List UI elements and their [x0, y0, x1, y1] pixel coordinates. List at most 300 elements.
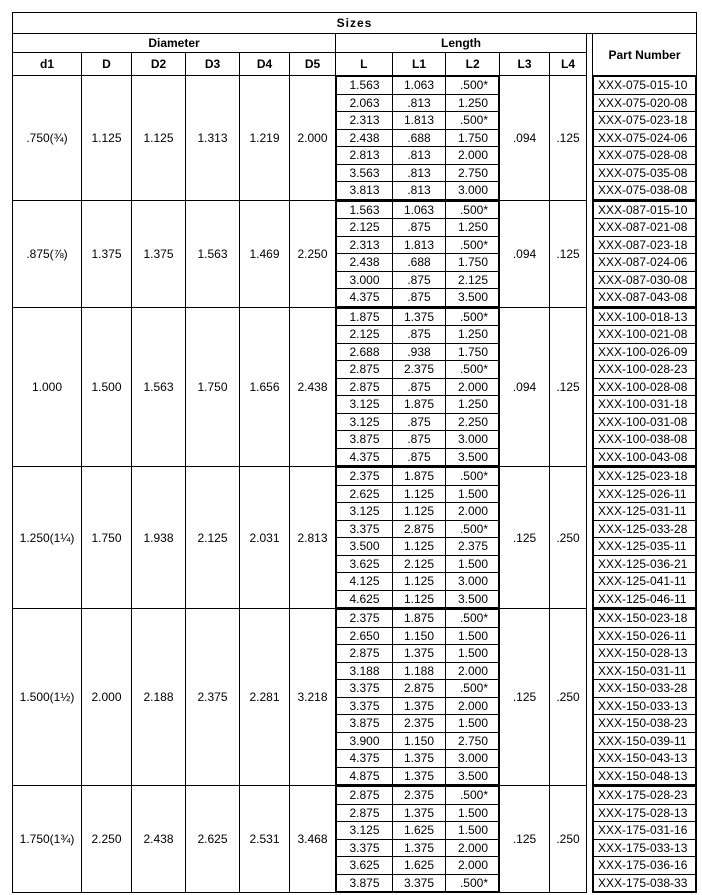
- L2-value: .500*: [446, 236, 499, 254]
- L1-value: .938: [393, 343, 446, 361]
- L1-value: 2.875: [393, 520, 446, 538]
- table-row: [594, 804, 696, 822]
- D5-cell: 2.000: [290, 76, 336, 201]
- D2-cell: 1.938: [132, 467, 186, 609]
- L1-value: .813: [393, 147, 446, 165]
- L2-value: 3.500: [446, 767, 499, 785]
- part-number: XXX-075-020-08: [594, 94, 696, 112]
- L1-value: .688: [393, 254, 446, 272]
- L2-value: 2.000: [446, 697, 499, 715]
- length-header: Length: [336, 34, 587, 53]
- L-value: 2.813: [337, 147, 393, 165]
- part-number-cell: [593, 786, 697, 893]
- L2-value: 3.500: [446, 289, 499, 307]
- L4-cell: .125: [550, 76, 587, 201]
- L-value: 4.625: [337, 590, 393, 608]
- table-row: [594, 77, 696, 95]
- part-number: XXX-150-028-13: [594, 645, 696, 663]
- L2-value: 1.750: [446, 343, 499, 361]
- table-row: [337, 573, 499, 591]
- L1-value: 1.063: [393, 201, 446, 219]
- col-D4: D4: [240, 53, 290, 76]
- L1-value: 2.375: [393, 361, 446, 379]
- part-number: XXX-087-043-08: [594, 289, 696, 307]
- table-row: [337, 750, 499, 768]
- table-row: [594, 590, 696, 608]
- L-value: 2.875: [337, 378, 393, 396]
- D3-cell: 2.375: [186, 609, 240, 786]
- table-row: [594, 732, 696, 750]
- D5-cell: 2.438: [290, 307, 336, 467]
- L1-value: 2.125: [393, 555, 446, 573]
- D5-cell: 2.813: [290, 467, 336, 609]
- size-group-row: [13, 467, 697, 609]
- part-number: XXX-100-028-23: [594, 361, 696, 379]
- L1-value: 1.875: [393, 468, 446, 486]
- D5-cell: 3.218: [290, 609, 336, 786]
- L-value: 2.875: [337, 361, 393, 379]
- L-value: 2.125: [337, 326, 393, 344]
- table-row: [337, 520, 499, 538]
- d1-cell: .875(⅞): [13, 200, 82, 307]
- part-number-table: [593, 76, 696, 200]
- D3-cell: 1.563: [186, 200, 240, 307]
- part-number-table: [593, 467, 696, 608]
- L-value: 2.313: [337, 112, 393, 130]
- part-number: XXX-100-018-13: [594, 308, 696, 326]
- L1-value: 2.375: [393, 715, 446, 733]
- L1-value: .688: [393, 129, 446, 147]
- D5-cell: 2.250: [290, 200, 336, 307]
- table-row: [594, 662, 696, 680]
- table-row: [594, 396, 696, 414]
- D3-cell: 1.750: [186, 307, 240, 467]
- L-value: 3.900: [337, 732, 393, 750]
- part-number: XXX-125-036-21: [594, 555, 696, 573]
- L2-value: .500*: [446, 77, 499, 95]
- L1-value: 1.375: [393, 839, 446, 857]
- L2-value: 1.250: [446, 326, 499, 344]
- L-value: 2.688: [337, 343, 393, 361]
- table-row: [337, 485, 499, 503]
- table-row: [337, 326, 499, 344]
- col-D3: D3: [186, 53, 240, 76]
- table-row: [337, 839, 499, 857]
- length-values-table: [336, 76, 499, 200]
- L-value: 2.125: [337, 219, 393, 237]
- table-row: [337, 182, 499, 200]
- table-row: [337, 147, 499, 165]
- L2-value: 1.500: [446, 822, 499, 840]
- L-value: 3.125: [337, 822, 393, 840]
- L3-cell: .094: [500, 200, 550, 307]
- size-group-row: [13, 786, 697, 893]
- table-row: [594, 201, 696, 219]
- L4-cell: .250: [550, 467, 587, 609]
- L1-value: 1.375: [393, 308, 446, 326]
- col-D: D: [82, 53, 132, 76]
- table-row: [594, 112, 696, 130]
- L-value: 2.650: [337, 627, 393, 645]
- D-cell: 2.000: [82, 609, 132, 786]
- col-L2: L2: [446, 53, 500, 76]
- part-number: XXX-100-028-08: [594, 378, 696, 396]
- part-number: XXX-100-043-08: [594, 448, 696, 466]
- D5-cell: 3.468: [290, 786, 336, 893]
- table-row: [337, 219, 499, 237]
- L4-cell: .125: [550, 307, 587, 467]
- part-number: XXX-150-031-11: [594, 662, 696, 680]
- table-row: [594, 448, 696, 466]
- table-row: [594, 573, 696, 591]
- L4-cell: .250: [550, 786, 587, 893]
- L-value: 4.375: [337, 289, 393, 307]
- L1-value: 1.625: [393, 822, 446, 840]
- L1-value: 1.875: [393, 610, 446, 628]
- D4-cell: 1.656: [240, 307, 290, 467]
- table-row: [337, 343, 499, 361]
- table-row: [337, 857, 499, 875]
- part-number-table: [593, 786, 696, 892]
- L-value: 3.125: [337, 413, 393, 431]
- length-values-table: [336, 786, 499, 892]
- L2-value: 1.500: [446, 645, 499, 663]
- L1-value: 1.875: [393, 396, 446, 414]
- L1-value: .875: [393, 431, 446, 449]
- table-row: [337, 201, 499, 219]
- L2-value: 2.000: [446, 857, 499, 875]
- L-value: 3.188: [337, 662, 393, 680]
- L1-value: 2.875: [393, 680, 446, 698]
- part-number-cell: [593, 200, 697, 307]
- table-row: [337, 129, 499, 147]
- table-row: [594, 182, 696, 200]
- length-values-table: [336, 308, 499, 467]
- L-value: 2.438: [337, 129, 393, 147]
- D2-cell: 2.188: [132, 609, 186, 786]
- D4-cell: 2.531: [240, 786, 290, 893]
- L1-value: .875: [393, 378, 446, 396]
- table-row: [594, 343, 696, 361]
- L1-value: 1.063: [393, 77, 446, 95]
- table-row: [594, 627, 696, 645]
- L-value: 4.375: [337, 448, 393, 466]
- table-row: [594, 555, 696, 573]
- L2-value: 1.500: [446, 555, 499, 573]
- part-number: XXX-075-024-06: [594, 129, 696, 147]
- part-number: XXX-150-033-13: [594, 697, 696, 715]
- part-number: XXX-175-028-13: [594, 804, 696, 822]
- part-number: XXX-100-038-08: [594, 431, 696, 449]
- L2-value: 2.125: [446, 271, 499, 289]
- table-row: [337, 413, 499, 431]
- table-row: [594, 361, 696, 379]
- d1-cell: 1.000: [13, 307, 82, 467]
- table-row: [337, 308, 499, 326]
- table-row: [594, 822, 696, 840]
- L1-value: .875: [393, 326, 446, 344]
- L-value: 2.375: [337, 610, 393, 628]
- L2-value: 1.250: [446, 396, 499, 414]
- length-values-cell: [336, 786, 500, 893]
- table-row: [337, 112, 499, 130]
- D2-cell: 2.438: [132, 786, 186, 893]
- L1-value: 1.150: [393, 732, 446, 750]
- L1-value: .875: [393, 271, 446, 289]
- D4-cell: 2.281: [240, 609, 290, 786]
- table-row: [337, 448, 499, 466]
- part-number: XXX-087-024-06: [594, 254, 696, 272]
- part-number-table: [593, 308, 696, 467]
- L-value: 3.125: [337, 396, 393, 414]
- L1-value: 1.125: [393, 485, 446, 503]
- L-value: 3.563: [337, 164, 393, 182]
- table-row: [594, 326, 696, 344]
- table-row: [594, 431, 696, 449]
- size-group-row: [13, 200, 697, 307]
- D3-cell: 1.313: [186, 76, 240, 201]
- table-row: [594, 308, 696, 326]
- table-row: [337, 874, 499, 892]
- part-number: XXX-125-033-28: [594, 520, 696, 538]
- table-row: [594, 750, 696, 768]
- table-row: [337, 538, 499, 556]
- part-number: XXX-100-021-08: [594, 326, 696, 344]
- L4-cell: .125: [550, 200, 587, 307]
- L1-value: .813: [393, 94, 446, 112]
- table-row: [594, 94, 696, 112]
- table-row: [594, 413, 696, 431]
- length-values-cell: [336, 467, 500, 609]
- sizes-table: [12, 12, 697, 893]
- size-group-row: [13, 307, 697, 467]
- length-values-cell: [336, 609, 500, 786]
- table-row: [594, 236, 696, 254]
- L1-value: 1.125: [393, 503, 446, 521]
- table-row: [594, 680, 696, 698]
- L2-value: 3.500: [446, 448, 499, 466]
- L1-value: 1.375: [393, 804, 446, 822]
- part-number: XXX-075-038-08: [594, 182, 696, 200]
- part-number-table: [593, 609, 696, 785]
- L-value: 3.375: [337, 839, 393, 857]
- table-row: [337, 767, 499, 785]
- table-row: [594, 839, 696, 857]
- L-value: 1.563: [337, 77, 393, 95]
- L1-value: .875: [393, 289, 446, 307]
- part-number: XXX-125-041-11: [594, 573, 696, 591]
- table-row: [594, 787, 696, 805]
- table-row: [337, 822, 499, 840]
- L-value: 3.875: [337, 715, 393, 733]
- D4-cell: 2.031: [240, 467, 290, 609]
- L2-value: 2.000: [446, 378, 499, 396]
- L2-value: 1.500: [446, 485, 499, 503]
- L-value: 2.375: [337, 468, 393, 486]
- L-value: 3.000: [337, 271, 393, 289]
- size-group-row: [13, 76, 697, 201]
- L-value: 3.625: [337, 555, 393, 573]
- L-value: 3.375: [337, 680, 393, 698]
- L-value: 2.625: [337, 485, 393, 503]
- part-number: XXX-150-023-18: [594, 610, 696, 628]
- part-number: XXX-087-021-08: [594, 219, 696, 237]
- table-row: [337, 697, 499, 715]
- L-value: 3.500: [337, 538, 393, 556]
- d1-cell: 1.250(1¼): [13, 467, 82, 609]
- L3-cell: .125: [500, 786, 550, 893]
- L2-value: 2.000: [446, 839, 499, 857]
- L-value: 2.438: [337, 254, 393, 272]
- L2-value: 2.375: [446, 538, 499, 556]
- col-L3: L3: [500, 53, 550, 76]
- table-row: [594, 503, 696, 521]
- L1-value: 1.150: [393, 627, 446, 645]
- table-row: [594, 485, 696, 503]
- L2-value: 3.000: [446, 431, 499, 449]
- part-number: XXX-150-038-23: [594, 715, 696, 733]
- L1-value: .813: [393, 164, 446, 182]
- table-row: [337, 77, 499, 95]
- table-row: [594, 857, 696, 875]
- length-values-table: [336, 201, 499, 307]
- part-number: XXX-150-039-11: [594, 732, 696, 750]
- length-values-cell: [336, 76, 500, 201]
- L2-value: 1.250: [446, 219, 499, 237]
- table-row: [594, 715, 696, 733]
- L-value: 3.875: [337, 431, 393, 449]
- L2-value: 2.250: [446, 413, 499, 431]
- table-row: [337, 94, 499, 112]
- table-row: [337, 289, 499, 307]
- D3-cell: 2.125: [186, 467, 240, 609]
- L1-value: .875: [393, 413, 446, 431]
- L1-value: .875: [393, 448, 446, 466]
- L-value: 1.563: [337, 201, 393, 219]
- part-number-cell: [593, 76, 697, 201]
- part-number: XXX-175-038-33: [594, 874, 696, 892]
- D-cell: 1.750: [82, 467, 132, 609]
- part-number: XXX-175-028-23: [594, 787, 696, 805]
- L2-value: 3.000: [446, 750, 499, 768]
- col-L4: L4: [550, 53, 587, 76]
- part-number-header: Part Number: [593, 34, 697, 76]
- table-row: [337, 590, 499, 608]
- L-value: 3.125: [337, 503, 393, 521]
- L2-value: .500*: [446, 520, 499, 538]
- table-row: [594, 874, 696, 892]
- d1-cell: .750(¾): [13, 76, 82, 201]
- L2-value: 2.000: [446, 503, 499, 521]
- length-values-table: [336, 467, 499, 608]
- table-row: [594, 219, 696, 237]
- col-D2: D2: [132, 53, 186, 76]
- L2-value: 3.000: [446, 573, 499, 591]
- part-number: XXX-125-023-18: [594, 468, 696, 486]
- L1-value: 1.125: [393, 590, 446, 608]
- L2-value: 2.000: [446, 147, 499, 165]
- D2-cell: 1.563: [132, 307, 186, 467]
- L-value: 2.875: [337, 645, 393, 663]
- table-row: [337, 468, 499, 486]
- L1-value: 1.813: [393, 236, 446, 254]
- part-number: XXX-150-043-13: [594, 750, 696, 768]
- L1-value: 1.625: [393, 857, 446, 875]
- part-number: XXX-125-031-11: [594, 503, 696, 521]
- L-value: 4.125: [337, 573, 393, 591]
- L2-value: .500*: [446, 787, 499, 805]
- L1-value: .813: [393, 182, 446, 200]
- table-row: [337, 610, 499, 628]
- L-value: 2.875: [337, 804, 393, 822]
- table-row: [337, 378, 499, 396]
- part-number: XXX-087-030-08: [594, 271, 696, 289]
- table-row: [594, 271, 696, 289]
- L2-value: .500*: [446, 112, 499, 130]
- table-row: [337, 787, 499, 805]
- D-cell: 1.125: [82, 76, 132, 201]
- table-row: [594, 538, 696, 556]
- table-row: [594, 610, 696, 628]
- part-number: XXX-175-036-16: [594, 857, 696, 875]
- size-group-row: [13, 609, 697, 786]
- part-number: XXX-087-023-18: [594, 236, 696, 254]
- part-number: XXX-075-035-08: [594, 164, 696, 182]
- length-values-table: [336, 609, 499, 785]
- part-number: XXX-150-026-11: [594, 627, 696, 645]
- part-number-cell: [593, 609, 697, 786]
- table-row: [594, 164, 696, 182]
- L1-value: 1.813: [393, 112, 446, 130]
- D-cell: 2.250: [82, 786, 132, 893]
- L2-value: 1.500: [446, 804, 499, 822]
- part-number: XXX-075-023-18: [594, 112, 696, 130]
- L1-value: 1.375: [393, 645, 446, 663]
- table-row: [337, 396, 499, 414]
- part-number: XXX-125-026-11: [594, 485, 696, 503]
- table-row: [337, 804, 499, 822]
- table-row: [337, 662, 499, 680]
- L1-value: 1.125: [393, 573, 446, 591]
- L2-value: 1.250: [446, 94, 499, 112]
- L3-cell: .094: [500, 307, 550, 467]
- part-number: XXX-150-048-13: [594, 767, 696, 785]
- L3-cell: .094: [500, 76, 550, 201]
- part-number: XXX-125-035-11: [594, 538, 696, 556]
- table-row: [337, 715, 499, 733]
- L2-value: .500*: [446, 201, 499, 219]
- L2-value: 2.750: [446, 732, 499, 750]
- table-row: [594, 378, 696, 396]
- L-value: 3.375: [337, 697, 393, 715]
- part-number: XXX-150-033-28: [594, 680, 696, 698]
- table-row: [337, 254, 499, 272]
- L2-value: 2.000: [446, 662, 499, 680]
- L-value: 4.375: [337, 750, 393, 768]
- part-number-cell: [593, 467, 697, 609]
- D3-cell: 2.625: [186, 786, 240, 893]
- L2-value: 2.750: [446, 164, 499, 182]
- d1-cell: 1.750(1¾): [13, 786, 82, 893]
- length-values-cell: [336, 307, 500, 467]
- table-row: [337, 627, 499, 645]
- L4-cell: .250: [550, 609, 587, 786]
- part-number-table: [593, 201, 696, 307]
- D-cell: 1.375: [82, 200, 132, 307]
- d1-cell: 1.500(1½): [13, 609, 82, 786]
- L2-value: .500*: [446, 361, 499, 379]
- table-row: [594, 697, 696, 715]
